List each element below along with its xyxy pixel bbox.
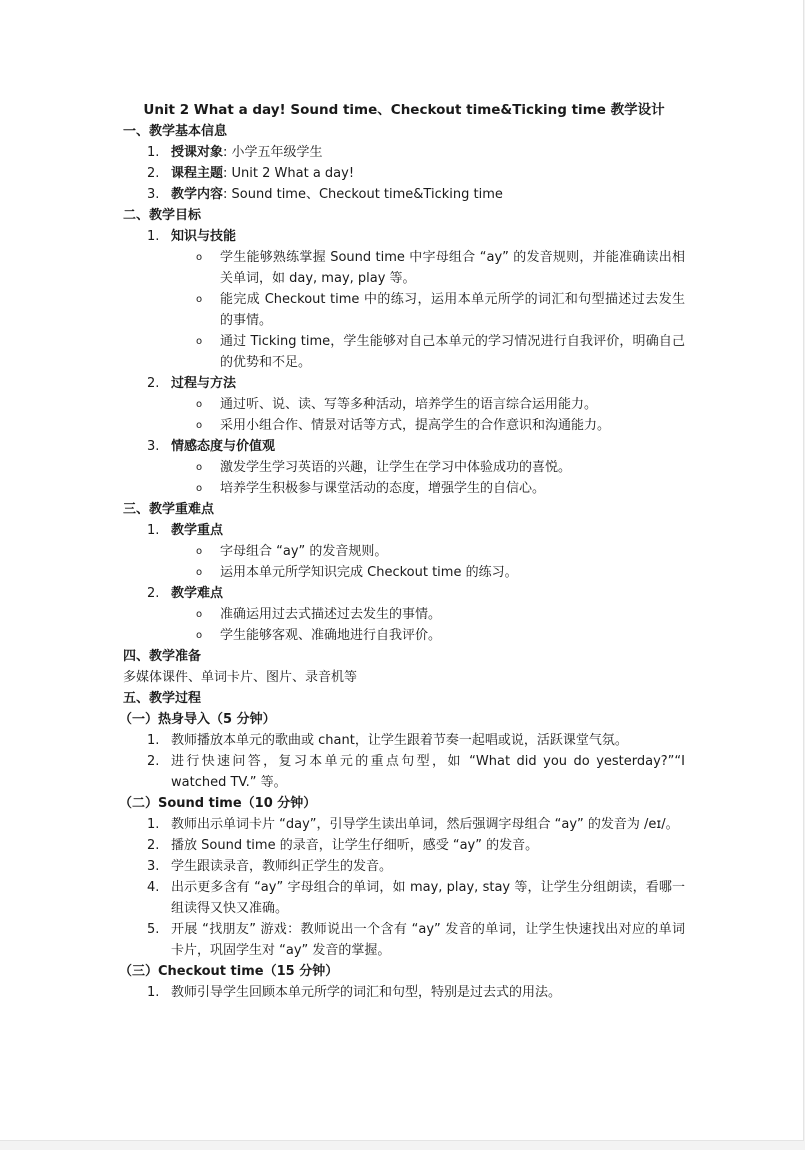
item-number: 5. xyxy=(147,922,160,937)
item-text: 学生跟读录音，教师纠正学生的发音。 xyxy=(171,859,393,874)
item-colon: : xyxy=(223,187,232,202)
bullet-item xyxy=(123,415,685,436)
item-number: 3. xyxy=(147,187,160,202)
section-heading-preparation: 四、教学准备 xyxy=(123,649,202,664)
list-item xyxy=(123,919,685,961)
item-colon: : xyxy=(223,166,232,181)
bullet-text: 通过听、说、读、写等多种活动，培养学生的语言综合运用能力。 xyxy=(220,397,598,412)
item-text: 播放 Sound time 的录音，让学生仔细听，感受 “ay” 的发音。 xyxy=(171,838,539,853)
item-text xyxy=(171,184,685,205)
list-item xyxy=(123,184,685,205)
item-text xyxy=(171,163,685,184)
item-label: 教学重点 xyxy=(171,523,224,538)
bullet-item xyxy=(123,457,685,478)
list-item xyxy=(123,730,685,751)
bullet-text: 采用小组合作、情景对话等方式，提高学生的合作意识和沟通能力。 xyxy=(220,418,611,433)
bullet-icon: o xyxy=(196,252,203,263)
item-number: 4. xyxy=(147,880,160,895)
list-item xyxy=(123,856,685,877)
list-item xyxy=(123,814,685,835)
item-text: 出示更多含有 “ay” 字母组合的单词，如 may, play, stay 等，让学生分组朗读，看哪一组读得又快又准确。 xyxy=(171,880,685,916)
bullet-icon: o xyxy=(196,630,203,641)
item-number: 1. xyxy=(147,229,160,244)
bullet-icon: o xyxy=(196,609,203,620)
document-body xyxy=(119,100,685,1003)
item-number: 3. xyxy=(147,439,160,454)
bullet-item xyxy=(123,562,685,583)
phase-heading-sound-time: （二）Sound time（10 分钟） xyxy=(119,796,317,811)
bullet-text: 学生能够客观、准确地进行自我评价。 xyxy=(220,628,442,643)
bullet-item xyxy=(123,541,685,562)
bullet-icon: o xyxy=(196,546,203,557)
item-number: 2. xyxy=(147,586,160,601)
item-number: 1. xyxy=(147,985,160,1000)
bullet-text: 激发学生学习英语的兴趣，让学生在学习中体验成功的喜悦。 xyxy=(220,460,572,475)
bullet-text: 运用本单元所学知识完成 Checkout time 的练习。 xyxy=(220,565,518,580)
item-label: 教学难点 xyxy=(171,586,224,601)
item-text: 教师引导学生回顾本单元所学的词汇和句型，特别是过去式的用法。 xyxy=(171,985,562,1000)
list-item xyxy=(123,835,685,856)
bullet-text: 通过 Ticking time，学生能够对自己本单元的学习情况进行自我评价，明确自己的优势和不足。 xyxy=(220,334,685,370)
item-colon: : xyxy=(223,145,232,160)
section-heading-objectives: 二、教学目标 xyxy=(123,208,202,223)
bullet-item xyxy=(123,247,685,289)
subsection-heading xyxy=(123,226,685,247)
bullet-text: 能完成 Checkout time 中的练习，运用本单元所学的词汇和句型描述过去发生的事情。 xyxy=(220,292,685,328)
subsection-heading xyxy=(123,583,685,604)
item-label: 课程主题 xyxy=(171,166,224,181)
bullet-icon: o xyxy=(196,462,203,473)
list-item xyxy=(123,163,685,184)
bullet-item xyxy=(123,625,685,646)
item-label: 授课对象 xyxy=(171,145,224,160)
bullet-text: 字母组合 “ay” 的发音规则。 xyxy=(220,544,388,559)
bullet-text: 准确运用过去式描述过去发生的事情。 xyxy=(220,607,442,622)
subsection-heading xyxy=(123,520,685,541)
item-text: 开展 “找朋友” 游戏：教师说出一个含有 “ay” 发音的单词，让学生快速找出对应的单词卡片，巩固学生对 “ay” 发音的掌握。 xyxy=(171,922,685,958)
bullet-icon: o xyxy=(196,399,203,410)
bullet-icon: o xyxy=(196,336,203,347)
item-number: 2. xyxy=(147,838,160,853)
item-label: 知识与技能 xyxy=(171,229,237,244)
section-heading-process: 五、教学过程 xyxy=(123,691,202,706)
item-number: 2. xyxy=(147,376,160,391)
item-value: 小学五年级学生 xyxy=(231,145,323,160)
bullet-icon: o xyxy=(196,420,203,431)
section-heading-key-points: 三、教学重难点 xyxy=(123,502,215,517)
bullet-item xyxy=(123,478,685,499)
bullet-icon: o xyxy=(196,294,203,305)
paragraph: 多媒体课件、单词卡片、图片、录音机等 xyxy=(123,670,358,685)
section-heading-basic-info: 一、教学基本信息 xyxy=(123,124,228,139)
item-text: 教师出示单词卡片 “day”，引导学生读出单词，然后强调字母组合 “ay” 的发音为 /eɪ/。 xyxy=(171,817,679,832)
item-text xyxy=(171,142,685,163)
phase-heading-warm-up: （一）热身导入（5 分钟） xyxy=(119,712,276,727)
bullet-item xyxy=(123,394,685,415)
document-title: Unit 2 What a day! Sound time、Checkout time&Ticking time 教学设计 xyxy=(143,102,665,118)
item-number: 3. xyxy=(147,859,160,874)
item-value: Sound time、Checkout time&Ticking time xyxy=(231,187,503,202)
list-item xyxy=(123,751,685,793)
item-number: 1. xyxy=(147,145,160,160)
bullet-item xyxy=(123,604,685,625)
bullet-text: 学生能够熟练掌握 Sound time 中字母组合 “ay” 的发音规则，并能准确读出相关单词，如 day, may, play 等。 xyxy=(220,250,685,286)
bullet-item xyxy=(123,289,685,331)
subsection-heading xyxy=(123,373,685,394)
phase-heading-checkout-time: （三）Checkout time（15 分钟） xyxy=(119,964,339,979)
item-value: Unit 2 What a day! xyxy=(231,166,355,181)
item-number: 1. xyxy=(147,733,160,748)
bullet-item xyxy=(123,331,685,373)
item-text: 教师播放本单元的歌曲或 chant，让学生跟着节奏一起唱或说，活跃课堂气氛。 xyxy=(171,733,628,748)
item-text: 进行快速问答，复习本单元的重点句型，如 “What did you do yesterday?”“I watched TV.” 等。 xyxy=(171,754,685,790)
list-item xyxy=(123,982,685,1003)
subsection-heading xyxy=(123,436,685,457)
item-number: 1. xyxy=(147,523,160,538)
item-number: 2. xyxy=(147,166,160,181)
item-label: 教学内容 xyxy=(171,187,224,202)
bullet-text: 培养学生积极参与课堂活动的态度，增强学生的自信心。 xyxy=(220,481,546,496)
list-item xyxy=(123,877,685,919)
bullet-icon: o xyxy=(196,567,203,578)
item-label: 过程与方法 xyxy=(171,376,237,391)
item-number: 1. xyxy=(147,817,160,832)
item-label: 情感态度与价值观 xyxy=(171,439,276,454)
item-number: 2. xyxy=(147,754,160,769)
list-item xyxy=(123,142,685,163)
bullet-icon: o xyxy=(196,483,203,494)
